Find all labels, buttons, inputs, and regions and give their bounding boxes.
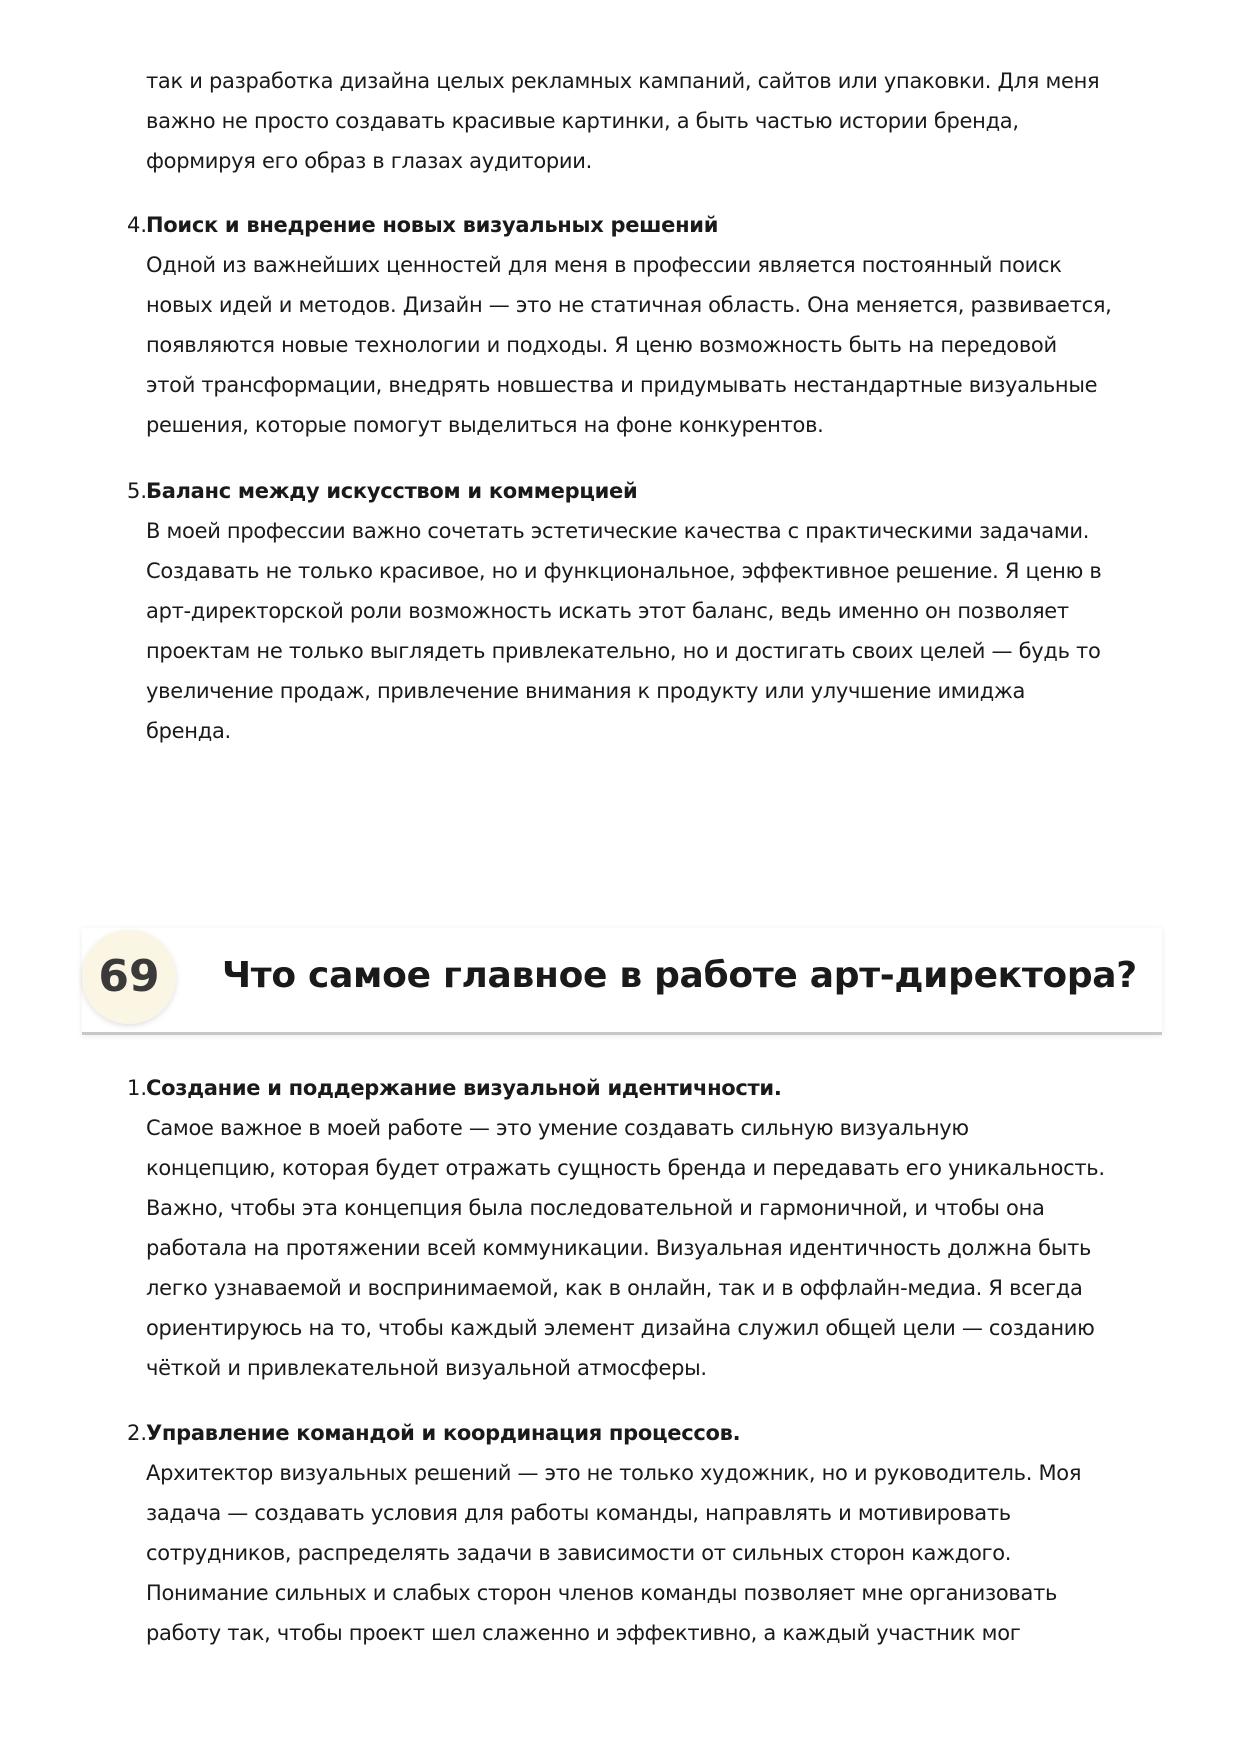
text-line: бренда.	[146, 719, 231, 743]
question-number-badge: 69	[82, 930, 176, 1024]
item-3-continuation	[146, 61, 1166, 181]
text-line: так и разработка дизайна целых рекламных кампаний, сайтов или упаковки. Для меня	[146, 69, 1100, 93]
list-item-title: Создание и поддержание визуальной идентичности.	[146, 1076, 782, 1100]
text-line: формируя его образ в глазах аудитории.	[146, 149, 592, 173]
text-line: увеличение продаж, привлечение внимания к продукту или улучшение имиджа	[146, 679, 1026, 703]
text-line: В моей профессии важно сочетать эстетические качества с практическими задачами.	[146, 519, 1090, 543]
list-item	[146, 205, 1166, 445]
text-line: появляются новые технологии и подходы. Я ценю возможность быть на передовой	[146, 333, 1057, 357]
text-line: решения, которые помогут выделиться на фоне конкурентов.	[146, 413, 824, 437]
text-line: арт-директорской роли возможность искать этот баланс, ведь именно он позволяет	[146, 599, 1069, 623]
text-line: Важно, чтобы эта концепция была последовательной и гармоничной, и чтобы она	[146, 1196, 1045, 1220]
text-line: проектам не только выглядеть привлекательно, но и достигать своих целей — будь то	[146, 639, 1101, 663]
section-title: Что самое главное в работе арт-директора?	[222, 955, 1137, 996]
list-item	[146, 1068, 1166, 1388]
list-item-title: Управление командой и координация процессов.	[146, 1421, 741, 1445]
list-item-number: 4.	[126, 213, 147, 237]
text-line: чёткой и привлекательной визуальной атмосферы.	[146, 1356, 707, 1380]
text-line: Одной из важнейших ценностей для меня в профессии является постоянный поиск	[146, 253, 1062, 277]
list-item-title: Поиск и внедрение новых визуальных решений	[146, 213, 719, 237]
text-line: этой трансформации, внедрять новшества и придумывать нестандартные визуальные	[146, 373, 1098, 397]
text-line: Понимание сильных и слабых сторон членов команды позволяет мне организовать	[146, 1581, 1058, 1605]
text-line: Архитектор визуальных решений — это не только художник, но и руководитель. Моя	[146, 1461, 1082, 1485]
list-item-number: 5.	[126, 479, 147, 503]
list-item	[146, 471, 1166, 751]
list-item-number: 1.	[126, 1076, 147, 1100]
text-line: легко узнаваемой и воспринимаемой, как в онлайн, так и в оффлайн-медиа. Я всегда	[146, 1276, 1083, 1300]
text-line: Создавать не только красивое, но и функциональное, эффективное решение. Я ценю в	[146, 559, 1102, 583]
text-line: важно не просто создавать красивые картинки, а быть частью истории бренда,	[146, 109, 1019, 133]
text-line: работала на протяжении всей коммуникации. Визуальная идентичность должна быть	[146, 1236, 1092, 1260]
text-line: ориентируюсь на то, чтобы каждый элемент дизайна служил общей цели — созданию	[146, 1316, 1095, 1340]
list-item-title: Баланс между искусством и коммерцией	[146, 479, 638, 503]
list-item-number: 2.	[126, 1421, 147, 1445]
text-line: концепцию, которая будет отражать сущность бренда и передавать его уникальность.	[146, 1156, 1105, 1180]
text-line: сотрудников, распределять задачи в зависимости от сильных сторон каждого.	[146, 1541, 1012, 1565]
text-line: новых идей и методов. Дизайн — это не статичная область. Она меняется, развивается,	[146, 293, 1112, 317]
section-header	[82, 928, 1162, 1035]
text-line: задача — создавать условия для работы команды, направлять и мотивировать	[146, 1501, 1011, 1525]
text-line: Самое важное в моей работе — это умение создавать сильную визуальную	[146, 1116, 969, 1140]
list-item	[146, 1413, 1166, 1653]
text-line: работу так, чтобы проект шел слаженно и эффективно, а каждый участник мог	[146, 1621, 1021, 1645]
